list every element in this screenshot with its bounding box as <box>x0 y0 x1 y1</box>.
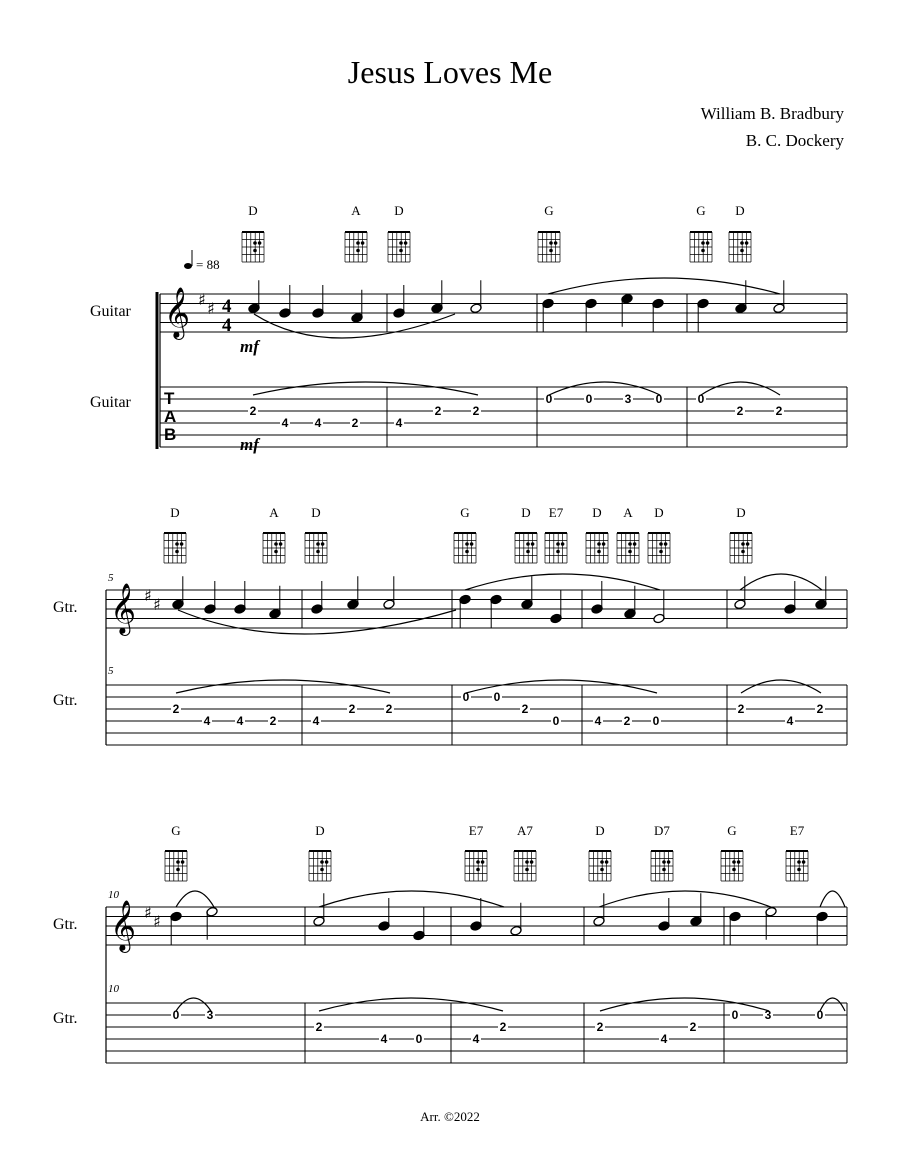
diagram-finger-dot <box>253 249 257 253</box>
tab-fret-number: 4 <box>236 714 244 728</box>
chord-name: D <box>170 505 180 520</box>
diagram-finger-dot <box>465 550 469 554</box>
diagram-finger-dot <box>797 860 801 864</box>
chord-diagram <box>730 533 752 563</box>
slur <box>319 891 504 907</box>
chord-diagram <box>589 851 611 881</box>
diagram-finger-dot <box>667 860 671 864</box>
tab-slur <box>600 998 769 1011</box>
tab-fret-number: 0 <box>493 690 501 704</box>
slur <box>548 278 780 294</box>
chord-name: A <box>351 203 361 218</box>
tab-fret-number: 0 <box>172 1008 180 1022</box>
tab-fret-number: 2 <box>596 1020 604 1034</box>
measure-number: 5 <box>108 572 114 584</box>
diagram-finger-dot <box>175 550 179 554</box>
diagram-finger-dot <box>549 241 553 245</box>
key-sharp-c: ♯ <box>153 595 161 614</box>
diagram-finger-dot <box>279 542 283 546</box>
chord-name: G <box>544 203 554 218</box>
tab-fret-number: 4 <box>594 714 602 728</box>
tab-fret-number: 4 <box>312 714 320 728</box>
tempo-marking: = 88 <box>196 257 220 272</box>
chord-diagram <box>648 533 670 563</box>
chord-diagram <box>586 533 608 563</box>
tab-fret-number: 2 <box>736 404 744 418</box>
tab-fret-number: 2 <box>775 404 783 418</box>
diagram-finger-dot <box>525 860 529 864</box>
diagram-finger-dot <box>530 860 534 864</box>
chord-name: D <box>311 505 321 520</box>
diagram-finger-dot <box>321 542 325 546</box>
diagram-finger-dot <box>741 542 745 546</box>
tab-fret-number: 4 <box>203 714 211 728</box>
diagram-finger-dot <box>181 860 185 864</box>
diagram-finger-dot <box>659 550 663 554</box>
tab-fret-number: 4 <box>380 1032 388 1046</box>
tab-fret-number: 2 <box>348 702 356 716</box>
diagram-finger-dot <box>602 542 606 546</box>
diagram-finger-dot <box>399 241 403 245</box>
tab-fret-number: 0 <box>585 392 593 406</box>
diagram-finger-dot <box>802 860 806 864</box>
diagram-finger-dot <box>740 241 744 245</box>
tab-instrument-label: Gtr. <box>53 692 78 709</box>
tab-fret-number: 2 <box>623 714 631 728</box>
diagram-finger-dot <box>175 542 179 546</box>
chord-name: G <box>460 505 470 520</box>
tab-fret-number: 0 <box>655 392 663 406</box>
chord-name: D <box>595 823 605 838</box>
tab-clef-b: B <box>164 425 177 444</box>
key-sharp-c: ♯ <box>207 299 215 318</box>
chord-diagram <box>538 232 560 262</box>
tab-fret-number: 2 <box>521 702 529 716</box>
slur <box>820 891 845 907</box>
chord-name: D <box>315 823 325 838</box>
chord-diagram <box>617 533 639 563</box>
chord-diagram <box>729 232 751 262</box>
chord-diagram <box>721 851 743 881</box>
chord-name: G <box>171 823 181 838</box>
chord-name: D <box>735 203 745 218</box>
tab-fret-number: 4 <box>314 416 322 430</box>
diagram-finger-dot <box>526 542 530 546</box>
chord-diagram <box>165 851 187 881</box>
diagram-finger-dot <box>664 542 668 546</box>
diagram-finger-dot <box>274 550 278 554</box>
diagram-finger-dot <box>706 241 710 245</box>
key-sharp-f: ♯ <box>144 586 152 605</box>
key-sharp-f: ♯ <box>198 290 206 309</box>
diagram-finger-dot <box>465 542 469 546</box>
diagram-finger-dot <box>549 249 553 253</box>
chord-diagram <box>454 533 476 563</box>
diagram-finger-dot <box>732 868 736 872</box>
diagram-finger-dot <box>605 860 609 864</box>
chord-name: D <box>521 505 531 520</box>
tab-fret-number: 0 <box>816 1008 824 1022</box>
diagram-finger-dot <box>356 249 360 253</box>
tab-fret-number: 2 <box>499 1020 507 1034</box>
chord-name: D7 <box>654 823 670 838</box>
diagram-finger-dot <box>531 542 535 546</box>
diagram-finger-dot <box>361 241 365 245</box>
staff-instrument-label: Gtr. <box>53 916 78 933</box>
diagram-finger-dot <box>320 860 324 864</box>
tab-fret-number: 0 <box>552 714 560 728</box>
arranger-credit: B. C. Dockery <box>745 131 844 150</box>
diagram-finger-dot <box>180 542 184 546</box>
diagram-finger-dot <box>701 249 705 253</box>
diagram-finger-dot <box>481 860 485 864</box>
diagram-finger-dot <box>253 241 257 245</box>
chord-diagram <box>545 533 567 563</box>
time-signature-bottom: 4 <box>222 315 232 336</box>
diagram-finger-dot <box>404 241 408 245</box>
dynamic-marking: mf <box>240 337 259 356</box>
diagram-finger-dot <box>740 249 744 253</box>
diagram-finger-dot <box>741 550 745 554</box>
diagram-finger-dot <box>476 860 480 864</box>
tab-fret-number: 4 <box>395 416 403 430</box>
tab-fret-number: 0 <box>545 392 553 406</box>
chord-diagram <box>514 851 536 881</box>
measure-number: 10 <box>108 889 119 901</box>
system-2 <box>53 505 847 745</box>
tab-fret-number: 4 <box>786 714 794 728</box>
chord-diagram <box>786 851 808 881</box>
tab-fret-number: 3 <box>624 392 632 406</box>
chord-diagram <box>305 533 327 563</box>
score-title: Jesus Loves Me <box>347 54 553 90</box>
chord-name: D <box>592 505 602 520</box>
tab-fret-number: 2 <box>816 702 824 716</box>
diagram-finger-dot <box>176 860 180 864</box>
diagram-finger-dot <box>556 542 560 546</box>
staff-instrument-label: Guitar <box>90 303 131 320</box>
chord-diagram <box>388 232 410 262</box>
diagram-finger-dot <box>399 249 403 253</box>
diagram-finger-dot <box>746 542 750 546</box>
diagram-finger-dot <box>470 542 474 546</box>
tab-clef-t: T <box>164 389 175 408</box>
chord-name: A7 <box>517 823 533 838</box>
tab-dynamic-marking: mf <box>240 435 259 454</box>
tab-measure-number: 5 <box>108 665 114 677</box>
chord-name: D <box>248 203 258 218</box>
tab-instrument-label: Gtr. <box>53 1010 78 1027</box>
diagram-finger-dot <box>176 868 180 872</box>
chord-diagram <box>242 232 264 262</box>
diagram-finger-dot <box>554 241 558 245</box>
chord-diagram <box>651 851 673 881</box>
key-sharp-c: ♯ <box>153 912 161 931</box>
treble-clef: 𝄞 <box>164 287 191 338</box>
diagram-finger-dot <box>659 542 663 546</box>
tab-measure-number: 10 <box>108 983 119 995</box>
tab-fret-number: 0 <box>697 392 705 406</box>
tab-fret-number: 2 <box>269 714 277 728</box>
tab-slur <box>549 382 660 395</box>
tab-fret-number: 2 <box>315 1020 323 1034</box>
tempo-quarter-note <box>184 263 192 269</box>
tab-fret-number: 2 <box>249 404 257 418</box>
key-sharp-f: ♯ <box>144 903 152 922</box>
diagram-finger-dot <box>628 550 632 554</box>
tab-slur <box>176 680 390 693</box>
diagram-finger-dot <box>628 542 632 546</box>
diagram-finger-dot <box>797 868 801 872</box>
staff-instrument-label: Gtr. <box>53 599 78 616</box>
chord-name: D <box>736 505 746 520</box>
chord-diagram <box>690 232 712 262</box>
tab-fret-number: 4 <box>281 416 289 430</box>
tab-slur <box>701 382 780 395</box>
tab-fret-number: 2 <box>689 1020 697 1034</box>
chord-diagram <box>515 533 537 563</box>
tab-fret-number: 4 <box>472 1032 480 1046</box>
diagram-finger-dot <box>316 542 320 546</box>
tab-fret-number: 2 <box>172 702 180 716</box>
diagram-finger-dot <box>316 550 320 554</box>
tab-fret-number: 2 <box>351 416 359 430</box>
tab-fret-number: 0 <box>731 1008 739 1022</box>
chord-name: E7 <box>789 823 805 838</box>
tab-slur <box>319 998 503 1011</box>
chord-name: D <box>654 505 664 520</box>
chord-name: A <box>269 505 279 520</box>
slur <box>178 610 456 634</box>
system-3 <box>53 823 847 1063</box>
diagram-finger-dot <box>356 241 360 245</box>
tab-fret-number: 2 <box>385 702 393 716</box>
diagram-finger-dot <box>662 860 666 864</box>
chord-diagram <box>465 851 487 881</box>
slur <box>465 574 660 590</box>
treble-clef: 𝄞 <box>110 583 137 634</box>
diagram-finger-dot <box>476 868 480 872</box>
tab-fret-number: 0 <box>652 714 660 728</box>
tab-fret-number: 2 <box>434 404 442 418</box>
treble-clef: 𝄞 <box>110 900 137 951</box>
system-1 <box>90 203 847 454</box>
tab-slur <box>253 382 478 395</box>
tab-fret-number: 2 <box>737 702 745 716</box>
chord-name: A <box>623 505 633 520</box>
diagram-finger-dot <box>525 868 529 872</box>
tab-slur <box>741 680 821 693</box>
diagram-finger-dot <box>701 241 705 245</box>
chord-diagram <box>263 533 285 563</box>
slur <box>599 891 771 907</box>
chord-diagram <box>164 533 186 563</box>
copyright-notice: Arr. ©2022 <box>420 1109 480 1124</box>
diagram-finger-dot <box>258 241 262 245</box>
diagram-finger-dot <box>320 868 324 872</box>
diagram-finger-dot <box>561 542 565 546</box>
tab-fret-number: 3 <box>764 1008 772 1022</box>
diagram-finger-dot <box>633 542 637 546</box>
diagram-finger-dot <box>745 241 749 245</box>
diagram-finger-dot <box>600 868 604 872</box>
chord-name: E7 <box>468 823 484 838</box>
diagram-finger-dot <box>274 542 278 546</box>
slur <box>740 574 822 590</box>
tab-clef-a: A <box>164 407 177 426</box>
diagram-finger-dot <box>600 860 604 864</box>
diagram-finger-dot <box>556 550 560 554</box>
tab-instrument-label: Guitar <box>90 394 131 411</box>
tab-fret-number: 4 <box>660 1032 668 1046</box>
time-signature-top: 4 <box>222 296 232 317</box>
chord-name: G <box>696 203 706 218</box>
slur <box>176 891 214 907</box>
chord-name: E7 <box>548 505 564 520</box>
chord-diagram <box>345 232 367 262</box>
diagram-finger-dot <box>597 550 601 554</box>
diagram-finger-dot <box>526 550 530 554</box>
diagram-finger-dot <box>597 542 601 546</box>
diagram-finger-dot <box>732 860 736 864</box>
diagram-finger-dot <box>737 860 741 864</box>
tab-fret-number: 3 <box>206 1008 214 1022</box>
chord-name: G <box>727 823 737 838</box>
diagram-finger-dot <box>662 868 666 872</box>
composer-credit: William B. Bradbury <box>700 104 844 123</box>
diagram-finger-dot <box>325 860 329 864</box>
tab-fret-number: 2 <box>472 404 480 418</box>
tab-fret-number: 0 <box>462 690 470 704</box>
chord-name: D <box>394 203 404 218</box>
chord-diagram <box>309 851 331 881</box>
tab-fret-number: 0 <box>415 1032 423 1046</box>
